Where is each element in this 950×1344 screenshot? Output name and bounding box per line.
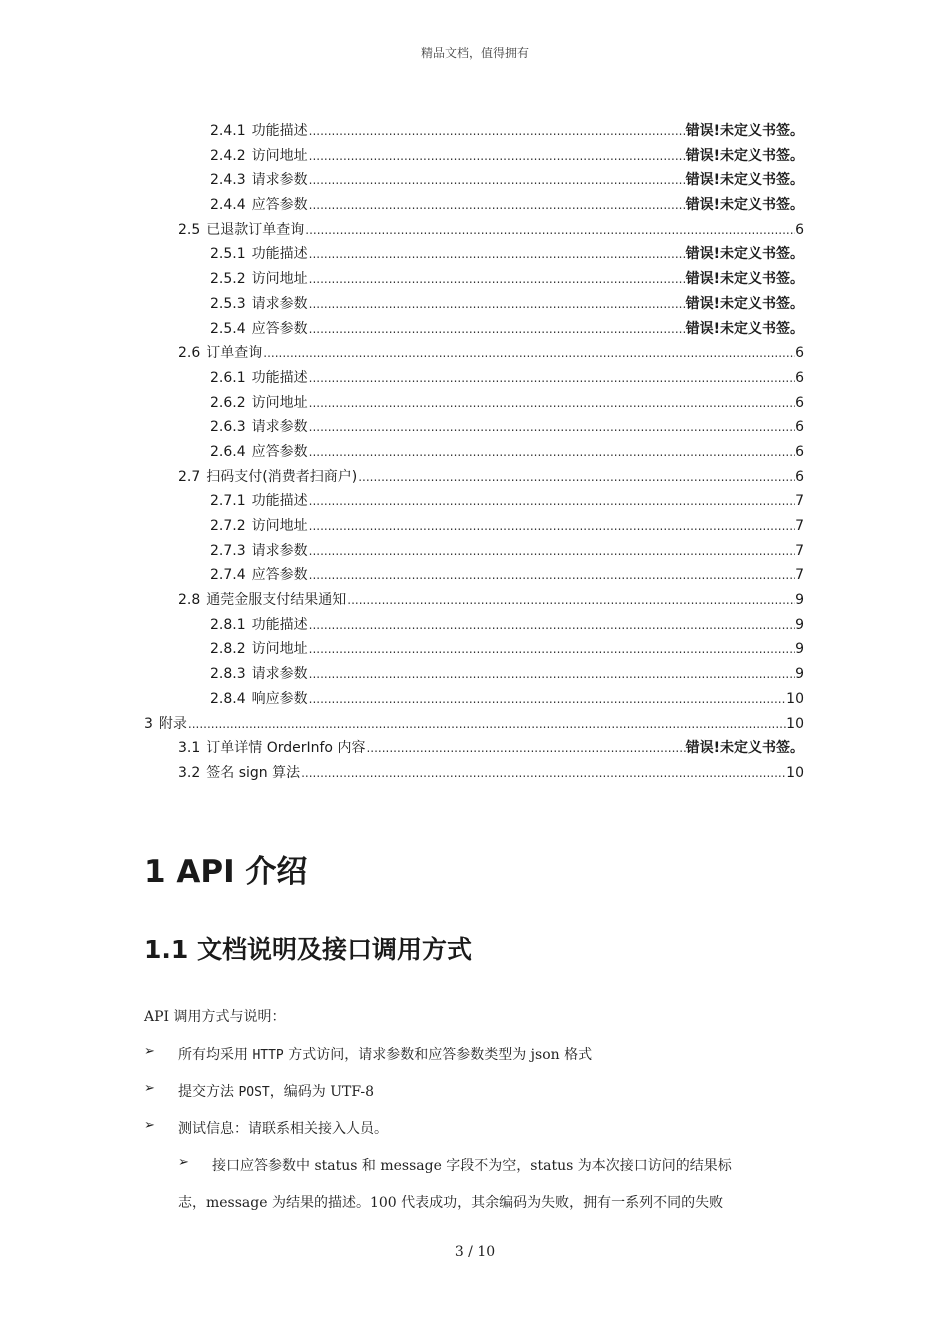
toc-leader-dots (309, 292, 686, 317)
toc-leader-dots (366, 736, 685, 761)
toc-leader-dots (301, 761, 786, 786)
toc-entry-number: 2.5 (178, 221, 201, 238)
toc-entry-label (210, 366, 309, 391)
toc-entry-page: 错误!未定义书签。 (685, 172, 804, 189)
toc-entry-page: 错误!未定义书签。 (685, 320, 804, 337)
toc-leader-dots (309, 489, 795, 514)
intro-text: API 调用方式与说明： (144, 1009, 286, 1025)
toc-entry-number: 2.8 (178, 592, 201, 609)
toc-entry-title: 订单查询 (206, 345, 263, 362)
toc-entry-page: 10 (786, 764, 804, 781)
toc-entry[interactable] (144, 366, 804, 391)
toc-leader-dots (309, 267, 686, 292)
toc-entry-title: 请求参数 (251, 542, 308, 559)
toc-entry-page: 10 (786, 715, 804, 732)
toc-entry-page: 错误!未定义书签。 (685, 197, 804, 214)
toc-entry-number: 2.5.3 (210, 295, 246, 312)
toc-entry-number: 2.5.1 (210, 246, 246, 263)
toc-entry[interactable] (144, 193, 804, 218)
toc-entry-page: 6 (795, 468, 804, 485)
toc-entry-number: 2.7.3 (210, 542, 246, 559)
toc-entry[interactable] (144, 637, 804, 662)
toc-entry-number: 2.8.3 (210, 666, 246, 683)
toc-entry[interactable] (144, 292, 804, 317)
toc-entry[interactable] (144, 489, 804, 514)
toc-entry-title: 通莞金服支付结果通知 (206, 592, 347, 609)
toc-entry-page: 错误!未定义书签。 (685, 123, 804, 139)
toc-entry-label (210, 292, 309, 317)
toc-entry-label (210, 637, 309, 662)
toc-entry-number: 2.6.2 (210, 394, 246, 411)
toc-entry-number: 2.6.4 (210, 443, 246, 460)
toc-entry[interactable] (144, 588, 804, 613)
toc-entry-label (178, 218, 305, 243)
toc-entry-number: 2.8.4 (210, 690, 246, 707)
toc-entry-label (178, 465, 358, 490)
toc-entry[interactable] (144, 218, 804, 243)
toc-entry-number: 3.2 (178, 764, 201, 781)
toc-entry-title: 功能描述 (251, 246, 308, 263)
toc-entry[interactable] (144, 415, 804, 440)
toc-entry-number: 2.6.3 (210, 419, 246, 436)
toc-entry-label (210, 267, 309, 292)
toc-entry-label (210, 317, 309, 342)
toc-entry-label (178, 341, 263, 366)
toc-leader-dots (309, 119, 686, 144)
toc-entry-label (210, 687, 309, 712)
toc-entry-title: 应答参数 (251, 320, 308, 337)
table-of-contents (144, 119, 804, 786)
arrow-bullet-icon: ➢ (178, 1155, 189, 1170)
toc-entry-title: 已退款订单查询 (206, 221, 305, 238)
toc-entry[interactable] (144, 267, 804, 292)
toc-entry-number: 2.4.4 (210, 197, 246, 214)
toc-entry-label (210, 415, 309, 440)
toc-entry-number: 2.4.2 (210, 147, 246, 164)
toc-entry-label (210, 168, 309, 193)
toc-entry-page: 6 (795, 221, 804, 238)
toc-entry-title: 访问地址 (251, 518, 308, 534)
toc-leader-dots (309, 687, 787, 712)
toc-entry-title: 功能描述 (251, 123, 308, 139)
toc-entry-label (210, 539, 309, 564)
toc-entry-title: 请求参数 (251, 295, 308, 312)
toc-leader-dots (309, 613, 795, 638)
toc-entry-number: 2.5.2 (210, 271, 246, 288)
toc-entry[interactable] (144, 613, 804, 638)
toc-entry-number: 2.5.4 (210, 320, 246, 337)
toc-entry-label (178, 588, 347, 613)
toc-entry-page: 9 (795, 666, 804, 683)
toc-entry-page: 7 (795, 567, 804, 584)
toc-entry[interactable] (144, 317, 804, 342)
toc-entry-page: 9 (795, 641, 804, 658)
toc-entry-label (210, 119, 309, 144)
toc-entry-page: 9 (795, 592, 804, 609)
toc-entry-page: 6 (795, 419, 804, 436)
sub-bullet-continuation: 志，message 为结果的描述。100 代表成功，其余编码为失败，拥有一系列不同的失败 (178, 1195, 724, 1211)
toc-entry-page: 6 (795, 369, 804, 386)
toc-entry[interactable] (144, 563, 804, 588)
toc-entry-page: 错误!未定义书签。 (685, 246, 804, 263)
toc-entry-page: 错误!未定义书签。 (685, 271, 804, 288)
toc-leader-dots (305, 218, 795, 243)
toc-leader-dots (263, 341, 795, 366)
toc-entry-number: 2.8.2 (210, 641, 246, 658)
toc-leader-dots (309, 193, 686, 218)
toc-entry[interactable] (144, 514, 804, 539)
toc-leader-dots (309, 415, 795, 440)
toc-entry-page: 错误!未定义书签。 (685, 147, 804, 164)
toc-entry[interactable] (144, 440, 804, 465)
toc-entry[interactable] (144, 465, 804, 490)
toc-entry-label (210, 242, 309, 267)
toc-leader-dots (309, 637, 795, 662)
toc-entry-title: 请求参数 (251, 666, 308, 683)
toc-entry-page: 7 (795, 542, 804, 559)
toc-entry-number: 2.4.1 (210, 123, 246, 139)
toc-leader-dots (309, 662, 795, 687)
toc-entry-number: 2.6 (178, 345, 201, 362)
toc-leader-dots (309, 144, 686, 169)
toc-entry-page: 7 (795, 493, 804, 510)
section-heading-1: 1 API 介绍 (144, 854, 308, 890)
arrow-bullet-icon: ➢ (144, 1044, 155, 1059)
toc-entry[interactable] (144, 119, 804, 144)
toc-entry-page: 6 (795, 345, 804, 362)
toc-entry-page: 7 (795, 518, 804, 534)
toc-entry-title: 访问地址 (251, 271, 308, 288)
toc-entry[interactable] (144, 736, 804, 761)
toc-entry-title: 访问地址 (251, 641, 308, 658)
toc-entry-title: 功能描述 (251, 616, 308, 633)
toc-leader-dots (347, 588, 795, 613)
toc-entry-number: 2.7 (178, 468, 201, 485)
toc-entry-page: 10 (786, 690, 804, 707)
toc-entry-label (210, 662, 309, 687)
toc-entry[interactable] (144, 168, 804, 193)
toc-entry[interactable] (144, 687, 804, 712)
toc-leader-dots (309, 440, 795, 465)
toc-entry[interactable] (144, 391, 804, 416)
toc-entry-label (144, 712, 188, 737)
toc-entry-label (210, 391, 309, 416)
toc-leader-dots (309, 168, 686, 193)
toc-entry-number: 2.7.4 (210, 567, 246, 584)
toc-entry-label (178, 761, 301, 786)
toc-entry-label (210, 440, 309, 465)
toc-entry-number: 3 (144, 715, 153, 732)
toc-entry-number: 2.7.2 (210, 518, 246, 534)
page-number: 3 / 10 (454, 1244, 496, 1260)
toc-leader-dots (309, 242, 686, 267)
toc-entry-label (210, 563, 309, 588)
toc-entry[interactable] (144, 761, 804, 786)
toc-leader-dots (309, 563, 795, 588)
toc-entry-title: 扫码支付(消费者扫商户) (206, 468, 358, 485)
toc-entry-page: 错误!未定义书签。 (685, 295, 804, 312)
section-heading-1-1: 1.1 文档说明及接口调用方式 (144, 935, 472, 964)
toc-leader-dots (309, 539, 795, 564)
toc-leader-dots (358, 465, 795, 490)
toc-entry-title: 签名 sign 算法 (206, 764, 301, 781)
toc-leader-dots (309, 366, 795, 391)
toc-entry-title: 应答参数 (251, 443, 308, 460)
toc-entry-title: 附录 (158, 715, 187, 732)
toc-entry-number: 2.7.1 (210, 493, 246, 510)
toc-entry-number: 2.4.3 (210, 172, 246, 189)
arrow-bullet-icon: ➢ (144, 1118, 155, 1133)
toc-entry-label (178, 736, 366, 761)
toc-entry[interactable] (144, 242, 804, 267)
toc-entry-number: 2.6.1 (210, 369, 246, 386)
toc-entry[interactable] (144, 712, 804, 737)
toc-entry-page: 6 (795, 443, 804, 460)
arrow-bullet-icon: ➢ (144, 1081, 155, 1096)
toc-leader-dots (309, 391, 795, 416)
toc-entry[interactable] (144, 144, 804, 169)
toc-entry-label (210, 144, 309, 169)
toc-leader-dots (309, 514, 795, 539)
toc-leader-dots (309, 317, 686, 342)
toc-entry-title: 访问地址 (251, 394, 308, 411)
toc-entry-title: 功能描述 (251, 369, 308, 386)
toc-entry-page: 9 (795, 616, 804, 633)
page-header: 精品文档，值得拥有 (420, 46, 529, 60)
toc-entry-title: 请求参数 (251, 172, 308, 189)
toc-entry-number: 3.1 (178, 740, 201, 757)
toc-entry[interactable] (144, 662, 804, 687)
toc-leader-dots (188, 712, 786, 737)
toc-entry-page: 6 (795, 394, 804, 411)
toc-entry-page: 错误!未定义书签。 (685, 740, 804, 757)
toc-entry-title: 响应参数 (251, 690, 308, 707)
toc-entry-label (210, 489, 309, 514)
toc-entry-title: 订单详情 OrderInfo 内容 (206, 740, 366, 757)
toc-entry-title: 功能描述 (251, 493, 308, 510)
toc-entry-title: 应答参数 (251, 197, 308, 214)
toc-entry-label (210, 193, 309, 218)
toc-entry-title: 应答参数 (251, 567, 308, 584)
toc-entry-title: 请求参数 (251, 419, 308, 436)
toc-entry[interactable] (144, 539, 804, 564)
toc-entry-label (210, 514, 309, 539)
toc-entry-label (210, 613, 309, 638)
toc-entry-number: 2.8.1 (210, 616, 246, 633)
toc-entry-title: 访问地址 (251, 147, 308, 164)
toc-entry[interactable] (144, 341, 804, 366)
